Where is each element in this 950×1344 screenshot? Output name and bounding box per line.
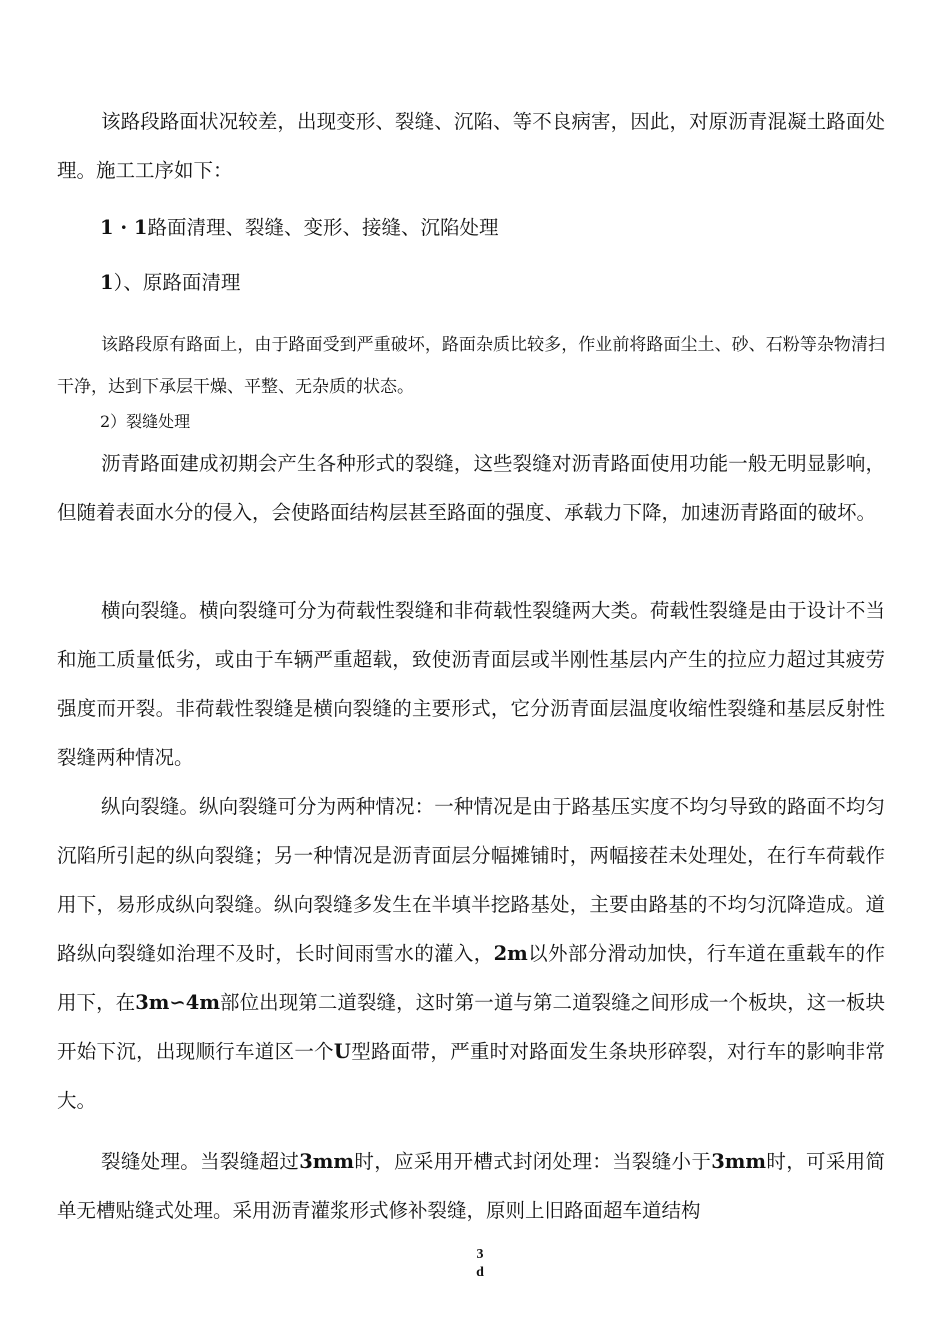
subsection-heading-2: 2）裂缝处理 (100, 412, 191, 431)
crack-intro-paragraph: 沥青路面建成初期会产生各种形式的裂缝，这些裂缝对沥青路面使用功能一般无明显影响，但随着表面水分的侵入，会使路面结构层甚至路面的强度、承载力下降，加速沥青路面的破坏。 (57, 452, 885, 524)
page-number-suffix: d (476, 1265, 484, 1280)
treatment-text-a: 裂缝处理。当裂缝超过 (101, 1150, 300, 1173)
section-number: 1 · 1 (100, 216, 148, 239)
u-shape-label: U (333, 1040, 351, 1063)
intro-paragraph: 该路段路面状况较差，出现变形、裂缝、沉陷、等不良病害，因此，对原沥青混凝土路面处理。施工工序如下： (57, 110, 885, 182)
transverse-crack-paragraph: 横向裂缝。横向裂缝可分为荷载性裂缝和非荷载性裂缝两大类。荷载性裂缝是由于设计不当和施工质量低劣，或由于车辆严重超载，致使沥青面层或半刚性基层内产生的拉应力超过其疲劳强度而开裂。非荷载性裂缝是横向裂缝的主要形式，它分沥青面层温度收缩性裂缝和基层反射性裂缝两种情况。 (57, 599, 885, 769)
distance-2m: 2m (493, 942, 528, 965)
treatment-text-b: 时，应采用开槽式封闭处理：当裂缝小于 (354, 1150, 712, 1173)
longitudinal-text-c: 部位出现第二道裂缝，这时第一道与第二道裂缝之间形成一个板块，这一板块开始下沉，出现顺行车道区一个 (57, 991, 885, 1063)
section-heading (100, 213, 499, 243)
longitudinal-text-b: 以外部分滑动加快，行车道在重载车的作用下，在 (57, 942, 885, 1014)
subsection-heading-1 (100, 268, 240, 298)
distance-3m-4m: 3m∽4m (135, 991, 220, 1014)
cleaning-paragraph: 该路段原有路面上，由于路面受到严重破坏，路面杂质比较多，作业前将路面尘土、砂、石粉等杂物清扫干净，达到下承层干燥、平整、无杂质的状态。 (57, 335, 885, 397)
width-3mm-1: 3mm (299, 1150, 355, 1173)
crack-treatment-paragraph (57, 1137, 885, 1235)
subsection-1-number: 1 (100, 271, 114, 294)
page-number: 3 (476, 1247, 484, 1262)
treatment-text-c: 时，可采用简单无槽贴缝式处理。采用沥青灌浆形式修补裂缝，原则上旧路面超车道结构 (57, 1150, 885, 1222)
longitudinal-text-d: 型路面带，严重时对路面发生条块形碎裂，对行车的影响非常大。 (57, 1040, 885, 1112)
section-title: 路面清理、裂缝、变形、接缝、沉陷处理 (147, 216, 499, 239)
width-3mm-2: 3mm (711, 1150, 767, 1173)
subsection-1-title: ）、原路面清理 (113, 271, 241, 294)
longitudinal-text-a: 纵向裂缝。纵向裂缝可分为两种情况：一种情况是由于路基压实度不均匀导致的路面不均匀沉陷所引起的纵向裂缝；另一种情况是沥青面层分幅摊铺时，两幅接茬未处理处，在行车荷载作用下，易形成纵向裂缝。纵向裂缝多发生在半填半挖路基处，主要由路基的不均匀沉降造成。道路纵向裂缝如治理不及时，长时间雨雪水的灌入， (57, 795, 885, 965)
longitudinal-crack-paragraph (57, 782, 885, 1125)
